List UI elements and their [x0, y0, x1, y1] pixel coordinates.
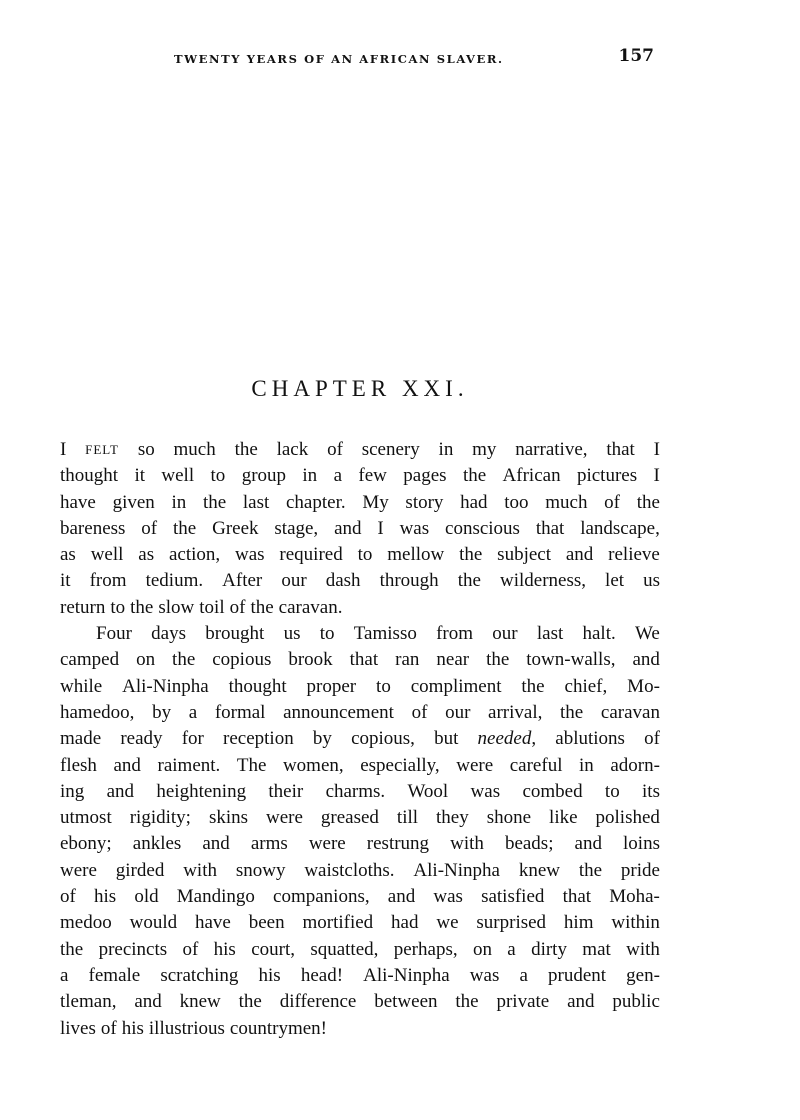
running-head	[60, 46, 660, 70]
page-number: 157	[618, 46, 654, 66]
text-line: I FELT so much the lack of scenery in my narrative, that I	[60, 439, 660, 460]
text-line: as well as action, was required to mellow the subject and relieve	[60, 544, 660, 566]
text-line: bareness of the Greek stage, and I was conscious that landscape,	[60, 517, 660, 539]
text-line: a female scratching his head! Ali-Ninpha was a prudent gen-	[60, 964, 660, 986]
paragraph	[60, 437, 660, 621]
paragraph	[60, 621, 660, 1042]
text-line: lives of his illustrious countrymen!	[60, 1017, 327, 1039]
text-line: while Ali-Ninpha thought proper to compliment the chief, Mo-	[60, 675, 660, 697]
text-line: flesh and raiment. The women, especially, were careful in adorn-	[60, 754, 660, 776]
running-title: TWENTY YEARS OF AN AFRICAN SLAVER.	[174, 52, 504, 66]
text-line: it from tedium. After our dash through the wilderness, let us	[60, 570, 660, 592]
chapter-title: CHAPTER XXI.	[251, 376, 469, 401]
text-line: have given in the last chapter. My story had too much of the	[60, 491, 660, 513]
text-line: ing and heightening their charms. Wool was combed to its	[60, 780, 660, 802]
text-line: Four days brought us to Tamisso from our last halt. We	[96, 623, 660, 645]
text-line: tleman, and knew the difference between the private and public	[60, 991, 660, 1013]
text-line: ebony; ankles and arms were restrung with beads; and loins	[60, 833, 660, 855]
text-line: were girded with snowy waistcloths. Ali-Ninpha knew the pride	[60, 859, 660, 881]
text-line: medoo would have been mortified had we surprised him within	[60, 912, 660, 934]
text-line: utmost rigidity; skins were greased till they shone like polished	[60, 807, 660, 829]
text-line: the precincts of his court, squatted, perhaps, on a dirty mat with	[60, 938, 660, 960]
text-line: made ready for reception by copious, but needed, ablutions of	[60, 728, 660, 750]
text-line: of his old Mandingo companions, and was satisfied that Moha-	[60, 886, 660, 908]
text-line: return to the slow toil of the caravan.	[60, 596, 343, 618]
body-text	[60, 437, 660, 1042]
text-line: hamedoo, by a formal announcement of our arrival, the caravan	[60, 701, 660, 723]
text-line: thought it well to group in a few pages the African pictures I	[60, 465, 660, 487]
text-line: camped on the copious brook that ran near the town-walls, and	[60, 649, 660, 671]
